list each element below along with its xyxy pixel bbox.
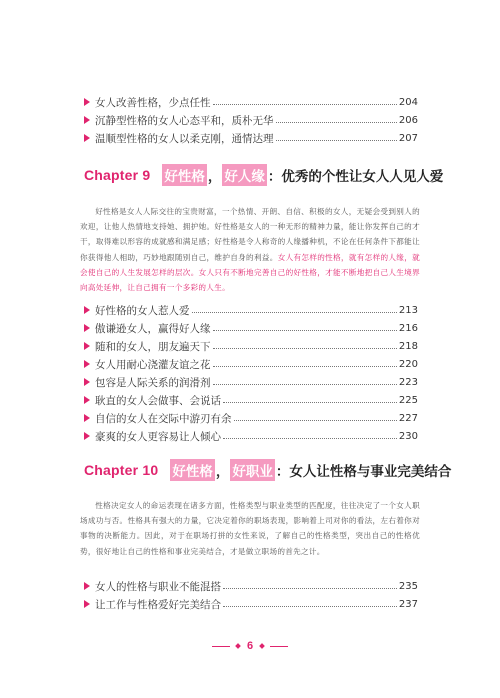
page-footer [0, 640, 500, 652]
intro-accent-text: 女人有怎样的性格，就有怎样的人缘，就会使自己的人生发展怎样的层次。女人只有不断地完善自己的好性格，才能不断地把自己人生境界向高处延伸，让自己拥有一个多彩的人生。 [80, 252, 421, 293]
chapter-10-toc-list [84, 577, 418, 613]
toc-entry-page: 206 [398, 114, 418, 126]
toc-entry-title: 傲谦逊女人，赢得好人缘 [95, 322, 211, 335]
toc-entry-title: 女人改善性格，少点任性 [95, 96, 211, 109]
intro-text: 性格决定女人的命运表现在诸多方面，性格类型与职业类型的匹配度，往往决定了一个女人职场成功与否。性格具有强大的力量，它决定着你的职场表现，影响着上司对你的看法，左右着你对事物的决断能力。因此，对于在职场打拼的女性来说，了解自己的性格类型，突出自己的性格优势，很好地让自己的性格和事业完美结合，才是做立职场的首先之计。 [80, 501, 420, 556]
triangle-bullet-icon [84, 582, 90, 590]
dot-leader [234, 420, 397, 421]
triangle-bullet-icon [84, 342, 90, 350]
dot-leader [192, 312, 397, 313]
toc-entry[interactable] [84, 129, 418, 147]
toc-entry-page: 225 [398, 394, 418, 406]
triangle-bullet-icon [84, 324, 90, 332]
chapter-highlight: 好人缘 [222, 164, 267, 186]
toc-entry-title: 女人的性格与职业不能混搭 [95, 580, 221, 593]
triangle-bullet-icon [84, 98, 90, 106]
toc-entry-title: 温顺型性格的女人以柔克刚，通情达理 [95, 132, 274, 145]
chapter-label: Chapter 9 [84, 167, 151, 183]
chapter-10-intro [80, 498, 420, 559]
toc-entry-page: 220 [398, 358, 418, 370]
toc-entry[interactable] [84, 409, 418, 427]
triangle-bullet-icon [84, 134, 90, 142]
toc-entry-title: 沉静型性格的女人心态平和，质朴无华 [95, 114, 274, 127]
toc-entry-title: 让工作与性格爱好完美结合 [95, 598, 221, 611]
chapter-10-heading[interactable] [84, 459, 451, 481]
toc-entry-title: 自信的女人在交际中游刃有余 [95, 412, 232, 425]
chapter-label: Chapter 10 [84, 462, 159, 478]
chapter-separator: ， [215, 464, 230, 480]
toc-entry-title: 好性格的女人惹人爱 [95, 304, 190, 317]
toc-entry-page: 218 [398, 340, 418, 352]
toc-entry-page: 235 [398, 580, 418, 592]
chapter-title: ：女人让性格与事业完美结合 [275, 464, 452, 480]
page-number: 6 [246, 640, 254, 652]
toc-entry[interactable] [84, 427, 418, 445]
dot-leader [223, 402, 397, 403]
dot-leader [213, 330, 397, 331]
diamond-ornament-icon [259, 643, 265, 649]
intro-text: 好性格是女人人际交往的宝贵财富，一个热情、开朗、自信、积极的女人，无疑会受到别人的欢迎，让他人热情地支持她、拥护她。好性格是女人的一种无形的精神力量，能让你发挥自己的才干，取得难以形容的成就感和满足感；好性格是令人称奇的人缘播种机，不论在任何条件下都能让你获得他人相助，巧妙地跟随别自己，维护自身的利益。 [80, 207, 420, 262]
dot-leader [213, 384, 397, 385]
toc-entry-title: 包容是人际关系的润滑剂 [95, 376, 211, 389]
toc-entry-page: 237 [398, 598, 418, 610]
triangle-bullet-icon [84, 396, 90, 404]
triangle-bullet-icon [84, 306, 90, 314]
toc-entry[interactable] [84, 391, 418, 409]
toc-entry-page: 213 [398, 304, 418, 316]
chapter-title: ：优秀的个性让女人人见人爱 [267, 169, 444, 185]
diamond-ornament-icon [235, 643, 241, 649]
dot-leader [223, 588, 397, 589]
footer-rule [212, 646, 230, 647]
toc-entry-page: 227 [398, 412, 418, 424]
toc-entry-page: 207 [398, 132, 418, 144]
dot-leader [223, 606, 397, 607]
chapter-9-toc-list [84, 301, 418, 445]
toc-entry[interactable] [84, 319, 418, 337]
chapter-9-heading[interactable] [84, 164, 443, 186]
dot-leader [276, 122, 397, 123]
toc-entry[interactable] [84, 595, 418, 613]
toc-entry-page: 230 [398, 430, 418, 442]
toc-entry-page: 223 [398, 376, 418, 388]
toc-entry-title: 耿直的女人会做事、会说话 [95, 394, 221, 407]
toc-entry[interactable] [84, 355, 418, 373]
triangle-bullet-icon [84, 360, 90, 368]
toc-entry[interactable] [84, 301, 418, 319]
triangle-bullet-icon [84, 414, 90, 422]
triangle-bullet-icon [84, 432, 90, 440]
dot-leader [223, 438, 397, 439]
triangle-bullet-icon [84, 116, 90, 124]
triangle-bullet-icon [84, 600, 90, 608]
toc-entry-page: 216 [398, 322, 418, 334]
dot-leader [213, 366, 397, 367]
footer-rule [270, 646, 288, 647]
chapter-highlight: 好性格 [170, 459, 215, 481]
chapter-highlight: 好职业 [230, 459, 275, 481]
chapter-separator: ， [207, 169, 222, 185]
toc-entry[interactable] [84, 337, 418, 355]
toc-entry[interactable] [84, 577, 418, 595]
triangle-bullet-icon [84, 378, 90, 386]
toc-entry[interactable] [84, 373, 418, 391]
toc-entry-page: 204 [398, 96, 418, 108]
toc-entry-title: 女人用耐心浇灌友谊之花 [95, 358, 211, 371]
toc-entry-title: 随和的女人，朋友遍天下 [95, 340, 211, 353]
toc-entry[interactable] [84, 111, 418, 129]
toc-entry-title: 豪爽的女人更容易让人倾心 [95, 430, 221, 443]
dot-leader [213, 104, 397, 105]
dot-leader [213, 348, 397, 349]
dot-leader [276, 140, 397, 141]
chapter-highlight: 好性格 [162, 164, 207, 186]
chapter-9-intro [80, 204, 420, 295]
toc-list-previous [84, 93, 418, 147]
toc-entry[interactable] [84, 93, 418, 111]
